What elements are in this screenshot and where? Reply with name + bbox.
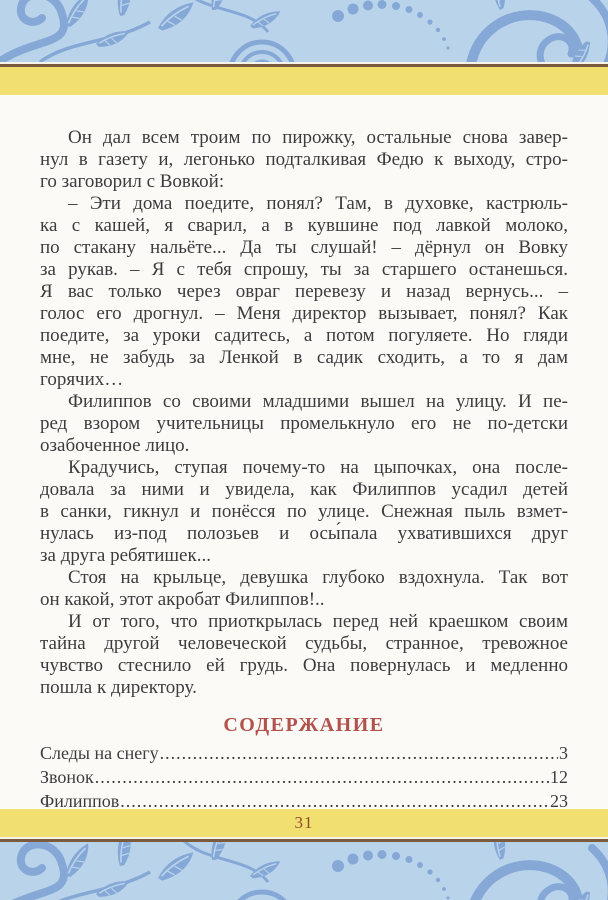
paragraph (40, 391, 568, 457)
toc-entry-title: Филиппов (40, 791, 120, 809)
text-line: озабоченное лицо. (40, 435, 190, 456)
body-text (40, 127, 568, 699)
text-line: Филиппов со своими младшими вышел на улицу. И пе- (68, 391, 568, 412)
text-line: голос его дрогнул. – Меня директор вызывает, понял? Как (40, 303, 568, 324)
decorative-border-bottom (0, 842, 608, 900)
text-line: пошла к директору. (40, 677, 197, 698)
paragraph (40, 127, 568, 193)
text-line: го заговорил с Вовкой: (40, 171, 225, 192)
text-line: за рукав. – Я с тебя спрошу, ты за старшего останешься. (40, 259, 568, 280)
toc-entry (40, 789, 568, 809)
text-line: горячих… (40, 369, 124, 390)
text-line: Крадучись, ступая почему-то на цыпочках, она после- (68, 457, 568, 478)
text-line: Он дал всем троим по пирожку, остальные снова завер- (68, 127, 568, 148)
text-line: тайна другой человеческой судьбы, странное, тревожное (40, 633, 568, 654)
paragraph (40, 611, 568, 699)
toc-entry-title: Следы на снегу (40, 743, 159, 763)
toc-entry-title: Звонок (40, 767, 94, 787)
toc-dot-leader (160, 741, 558, 765)
yellow-band-top (0, 67, 608, 95)
text-line: в санки, гикнул и понёсся по улице. Снежная пыль взмет- (40, 501, 568, 522)
paragraph (40, 457, 568, 567)
floral-pattern-icon (0, 0, 608, 62)
text-line: по стакану нальёте... Да ты слушай! – дёрнул он Вовку (40, 237, 568, 258)
toc-list (40, 741, 568, 809)
toc-entry (40, 741, 568, 765)
decorative-border-top (0, 0, 608, 62)
page-body (0, 95, 608, 809)
toc-dot-leader (95, 765, 549, 789)
text-line: он какой, этот акробат Филиппов!.. (40, 589, 325, 610)
page-number: 31 (294, 813, 314, 832)
text-line: Стоя на крыльце, девушка глубоко вздохнула. Так вот (68, 567, 568, 588)
text-line: нул в газету и, легонько подталкивая Федю к выходу, стро- (40, 149, 568, 170)
text-line: нулась из-под полозьев и осы́пала ухватившихся друг (40, 523, 568, 544)
toc-entry-page: 3 (559, 743, 568, 763)
toc-heading: СОДЕРЖАНИЕ (223, 714, 385, 736)
yellow-band-bottom (0, 809, 608, 837)
toc-entry-page: 12 (550, 767, 568, 787)
text-line: – Эти дома поедите, понял? Там, в духовке, кастрюль- (68, 193, 568, 214)
text-line: И от того, что приоткрылась перед ней краешком своим (68, 611, 568, 632)
text-line: мне, не забудь за Ленкой в садик сходить, а то я дам (40, 347, 568, 368)
paragraph (40, 567, 568, 611)
paragraph (40, 193, 568, 391)
text-line: довала за ними и увидела, как Филиппов усадил детей (40, 479, 568, 500)
text-line: поедите, за уроки садитесь, а потом погуляете. Но гляди (40, 325, 568, 346)
text-line: за друга ребятишек... (40, 545, 211, 566)
text-line: Я вас только через овраг перевезу и назад вернусь... – (40, 281, 568, 302)
toc-dot-leader (120, 789, 549, 809)
toc-entry (40, 765, 568, 789)
text-line: чувство стеснило ей грудь. Она повернулась и медленно (40, 655, 568, 676)
floral-pattern-icon (0, 842, 608, 900)
toc-entry-page: 23 (550, 791, 568, 809)
text-line: ред взором учительницы промелькнуло его не по-детски (40, 413, 568, 434)
text-line: ка с кашей, я сварил, а в кувшине под лавкой молоко, (40, 215, 568, 236)
